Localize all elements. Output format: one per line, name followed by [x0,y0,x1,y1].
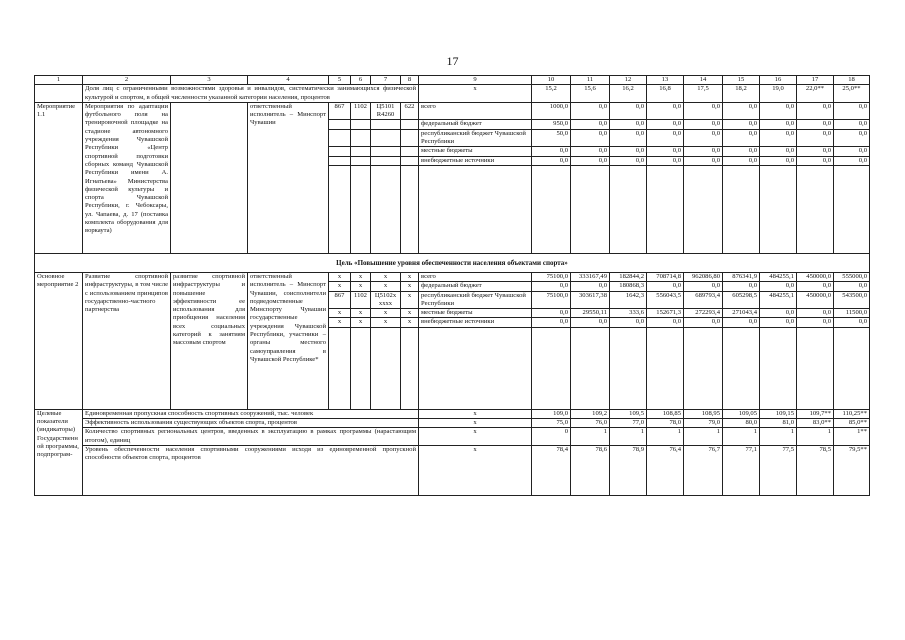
value-cell: 0,0 [760,120,797,129]
code-cell: x [329,309,351,318]
value-cell: 272293,4 [684,309,723,318]
empty-cell [723,165,760,253]
value-cell: 22,0** [797,85,834,103]
empty-cell [329,327,351,409]
column-number: 16 [760,76,797,85]
value-cell: 450000,0 [797,291,834,309]
value-cell: 80,0 [723,419,760,428]
value-cell: 110,25** [834,409,870,418]
value-cell: 0,0 [723,156,760,165]
indicator-label: Количество спортивных региональных центров, введенных в эксплуатацию в рамках программы (нарастающим итогом), единиц [83,428,419,446]
value-cell: 15,6 [571,85,610,103]
value-cell: 109,05 [723,409,760,418]
value-cell: 75100,0 [532,272,571,281]
column-number: 17 [797,76,834,85]
value-cell: 78,6 [571,445,610,495]
code-cell: 867 [329,291,351,309]
value-cell: 0,0 [532,282,571,291]
empty-cell [647,165,684,253]
value-cell: 0,0 [797,318,834,327]
measure-number: Основное мероприятие 2 [35,272,83,409]
code-cell: x [401,291,419,309]
value-cell: 16,2 [610,85,647,103]
column-number: 9 [419,76,532,85]
empty-cell [647,327,684,409]
value-cell: 0,0 [610,129,647,147]
value-cell: 0,0 [760,282,797,291]
measure-1-1-row [35,102,870,120]
empty-cell [684,165,723,253]
empty-cell [834,327,870,409]
indicator-label: Эффективность использования существующих объектов спорта, процентов [83,419,419,428]
funding-source: внебюджетные источники [419,156,532,165]
page-number: 17 [446,54,459,68]
share-indicator-row [35,85,870,103]
code-cell: x [329,318,351,327]
code-cell: x [371,309,401,318]
value-cell: 75,0 [532,419,571,428]
empty-code-cell [371,147,401,156]
value-cell: 0,0 [684,120,723,129]
value-cell: 0,0 [684,156,723,165]
column-number: 12 [610,76,647,85]
value-cell: 1642,3 [610,291,647,309]
empty-cell [35,85,83,103]
value-cell: 0,0 [571,318,610,327]
value-cell: 950,0 [532,120,571,129]
indicator-row [35,445,870,495]
x-mark: x [419,409,532,418]
empty-cell [401,165,419,253]
value-cell: 0,0 [571,129,610,147]
code-cell: x [329,282,351,291]
empty-cell [797,327,834,409]
value-cell: 303617,38 [571,291,610,309]
code-cell: x [351,282,371,291]
code-cell: x [329,272,351,281]
value-cell: 0,0 [797,147,834,156]
value-cell: 0,0 [760,129,797,147]
value-cell: 152671,3 [647,309,684,318]
empty-cell [760,327,797,409]
measure-goal [171,102,248,253]
x-mark: x [419,428,532,446]
empty-cell [351,165,371,253]
funding-source: всего [419,272,532,281]
code-type: 622 [401,102,419,120]
value-cell: 0,0 [571,147,610,156]
x-mark: x [419,419,532,428]
value-cell: 0,0 [610,147,647,156]
empty-cell [571,165,610,253]
code-grbs: 867 [329,102,351,120]
value-cell: 0,0 [647,147,684,156]
value-cell: 1 [684,428,723,446]
measure-executor: ответственный исполнитель – Минспорт Чувашии, соисполнители подведомственные Минспорту Чувашии государственные учреждения Чувашской Республики, участники – органы местного самоуправления в Чувашской Республике* [248,272,329,409]
value-cell: 0,0 [723,147,760,156]
value-cell: 271043,4 [723,309,760,318]
funding-source: федеральный бюджет [419,120,532,129]
column-number-row [35,76,870,85]
goal-title: Цель «Повышение уровня обеспеченности населения объектами спорта» [35,253,870,272]
x-mark: x [419,445,532,495]
value-cell: 19,0 [760,85,797,103]
empty-cell [797,165,834,253]
value-cell: 0,0 [834,318,870,327]
column-number: 4 [248,76,329,85]
column-number: 15 [723,76,760,85]
empty-cell [834,165,870,253]
code-cell: x [401,282,419,291]
value-cell: 76,7 [684,445,723,495]
value-cell: 0,0 [834,282,870,291]
value-cell: 0,0 [834,156,870,165]
value-cell: 85,0** [834,419,870,428]
empty-cell [532,327,571,409]
indicators-label: Целевые показатели (индикаторы) Государственной программы, подпрограм- [35,409,83,495]
column-number: 8 [401,76,419,85]
funding-source: внебюджетные источники [419,318,532,327]
measure-title: Развитие спортивной инфраструктуры, в том числе с использованием принципов государственно-частного партнерства [83,272,171,409]
value-cell: 0,0 [647,156,684,165]
empty-code-cell [329,120,351,129]
value-cell: 0,0 [532,147,571,156]
value-cell: 1 [797,428,834,446]
value-cell: 0,0 [797,102,834,120]
column-number: 10 [532,76,571,85]
value-cell: 15,2 [532,85,571,103]
value-cell: 0,0 [684,102,723,120]
empty-cell [371,327,401,409]
value-cell: 689793,4 [684,291,723,309]
value-cell: 1 [647,428,684,446]
value-cell: 25,0** [834,85,870,103]
value-cell: 1 [610,428,647,446]
code-cell: x [351,318,371,327]
value-cell: 1 [571,428,610,446]
code-cell: x [371,318,401,327]
column-number: 11 [571,76,610,85]
value-cell: 108,85 [647,409,684,418]
value-cell: 0,0 [760,147,797,156]
column-number: 6 [351,76,371,85]
indicator-row [35,409,870,418]
value-cell: 0,0 [723,129,760,147]
value-cell: 18,2 [723,85,760,103]
value-cell: 333167,49 [571,272,610,281]
value-cell: 0,0 [797,156,834,165]
empty-cell [760,165,797,253]
value-cell: 76,0 [571,419,610,428]
value-cell: 109,7** [797,409,834,418]
value-cell: 79,0 [684,419,723,428]
value-cell: 0,0 [610,156,647,165]
code-cell: x [351,309,371,318]
measure-2-row [35,272,870,281]
budget-table [34,75,870,496]
value-cell: 78,4 [532,445,571,495]
funding-source: федеральный бюджет [419,282,532,291]
empty-cell [610,327,647,409]
value-cell: 16,8 [647,85,684,103]
value-cell: 0,0 [610,120,647,129]
value-cell: 109,0 [532,409,571,418]
value-cell: 0,0 [571,156,610,165]
value-cell: 962086,80 [684,272,723,281]
value-cell: 333,6 [610,309,647,318]
value-cell: 484255,1 [760,291,797,309]
value-cell: 76,4 [647,445,684,495]
column-number: 5 [329,76,351,85]
empty-cell [419,165,532,253]
value-cell: 0,0 [723,282,760,291]
value-cell: 0,0 [647,102,684,120]
empty-cell [610,165,647,253]
empty-code-cell [329,147,351,156]
value-cell: 81,0 [760,419,797,428]
empty-cell [723,327,760,409]
value-cell: 0,0 [684,129,723,147]
goal-row [35,253,870,272]
empty-cell [351,327,371,409]
column-number: 2 [83,76,171,85]
value-cell: 0,0 [723,120,760,129]
measure-number: Мероприятие 1.1 [35,102,83,253]
value-cell: 78,9 [610,445,647,495]
code-cell: x [401,309,419,318]
value-cell: 0,0 [834,147,870,156]
funding-source: республиканский бюджет Чувашской Республики [419,291,532,309]
value-cell: 0,0 [834,120,870,129]
funding-source: местные бюджеты [419,309,532,318]
value-cell: 77,1 [723,445,760,495]
empty-code-cell [351,156,371,165]
empty-code-cell [329,129,351,147]
empty-cell [684,327,723,409]
empty-code-cell [401,156,419,165]
indicator-row [35,419,870,428]
column-number: 14 [684,76,723,85]
value-cell: 1** [834,428,870,446]
value-cell: 0,0 [610,102,647,120]
value-cell: 0,0 [647,318,684,327]
column-number: 13 [647,76,684,85]
value-cell: 79,5** [834,445,870,495]
value-cell: 0,0 [571,282,610,291]
value-cell: 0,0 [797,120,834,129]
column-number: 3 [171,76,248,85]
value-cell: 555000,0 [834,272,870,281]
empty-code-cell [371,156,401,165]
value-cell: 0,0 [797,282,834,291]
value-cell: 450000,0 [797,272,834,281]
measure-goal: развитие спортивной инфраструктуры и повышение эффективности ее использования для приобщения населения всех социальных категорий к занятиям массовым спортом [171,272,248,409]
value-cell: 0,0 [723,318,760,327]
indicator-row [35,428,870,446]
value-cell: 0,0 [532,318,571,327]
code-cell: x [401,318,419,327]
column-number: 7 [371,76,401,85]
value-cell: 180868,3 [610,282,647,291]
measure-executor: ответственный исполнитель – Минспорт Чувашии [248,102,329,253]
value-cell: 0,0 [532,156,571,165]
value-cell: 0,0 [684,282,723,291]
value-cell: 109,5 [610,409,647,418]
empty-code-cell [329,156,351,165]
indicator-label: Уровень обеспеченности населения спортивными сооружениями исходя из единовременной пропускной способности объектов спорта, процентов [83,445,419,495]
value-cell: 1 [723,428,760,446]
empty-cell [371,165,401,253]
x-mark: x [419,85,532,103]
funding-source: местные бюджеты [419,147,532,156]
code-cell: x [371,282,401,291]
empty-code-cell [351,120,371,129]
column-number: 1 [35,76,83,85]
value-cell: 78,5 [797,445,834,495]
value-cell: 0,0 [797,129,834,147]
value-cell: 77,0 [610,419,647,428]
value-cell: 29550,11 [571,309,610,318]
empty-cell [401,327,419,409]
value-cell: 83,0** [797,419,834,428]
value-cell: 1 [760,428,797,446]
value-cell: 0,0 [834,102,870,120]
funding-source: республиканский бюджет Чувашской Республики [419,129,532,147]
value-cell: 0,0 [571,102,610,120]
code-cell: x [351,272,371,281]
value-cell: 0,0 [723,102,760,120]
value-cell: 0,0 [760,102,797,120]
value-cell: 0,0 [684,318,723,327]
value-cell: 0,0 [610,318,647,327]
column-number: 18 [834,76,870,85]
value-cell: 50,0 [532,129,571,147]
value-cell: 0,0 [532,309,571,318]
value-cell: 77,5 [760,445,797,495]
empty-code-cell [351,129,371,147]
value-cell: 108,95 [684,409,723,418]
value-cell: 0,0 [760,156,797,165]
code-target: Ц5101 R4260 [371,102,401,120]
funding-source: всего [419,102,532,120]
value-cell: 0,0 [647,120,684,129]
value-cell: 0,0 [797,309,834,318]
value-cell: 0,0 [647,129,684,147]
value-cell: 605298,5 [723,291,760,309]
empty-cell [571,327,610,409]
empty-code-cell [371,129,401,147]
value-cell: 182844,2 [610,272,647,281]
code-cell: x [371,272,401,281]
code-cell: 1102 [351,291,371,309]
empty-code-cell [351,147,371,156]
value-cell: 75100,0 [532,291,571,309]
value-cell: 1000,0 [532,102,571,120]
value-cell: 556043,5 [647,291,684,309]
value-cell: 543500,0 [834,291,870,309]
value-cell: 876341,9 [723,272,760,281]
empty-code-cell [371,120,401,129]
value-cell: 0,0 [571,120,610,129]
value-cell: 0 [532,428,571,446]
value-cell: 0,0 [834,129,870,147]
value-cell: 109,15 [760,409,797,418]
indicator-label: Доля лиц с ограниченными возможностями здоровья и инвалидов, систематически занимающихся физической культурой и спортом, в общей численности указанной категории населения, процентов [83,85,419,103]
code-section: 1102 [351,102,371,120]
value-cell: 0,0 [647,282,684,291]
value-cell: 78,0 [647,419,684,428]
code-cell: Ц5102x xxxx [371,291,401,309]
value-cell: 708714,8 [647,272,684,281]
empty-cell [532,165,571,253]
value-cell: 484255,1 [760,272,797,281]
value-cell: 11500,0 [834,309,870,318]
value-cell: 109,2 [571,409,610,418]
value-cell: 0,0 [760,318,797,327]
empty-code-cell [401,120,419,129]
empty-cell [419,327,532,409]
empty-cell [329,165,351,253]
code-cell: x [401,272,419,281]
value-cell: 0,0 [760,309,797,318]
value-cell: 0,0 [684,147,723,156]
value-cell: 17,5 [684,85,723,103]
indicator-label: Единовременная пропускная способность спортивных сооружений, тыс. человек [83,409,419,418]
measure-title: Мероприятия по адаптации футбольного поля на тренировочной площадке на стадионе автономного учреждения Чувашской Республики «Центр спортивной подготовки сборных команд Чувашской Республики имени А. Игнатьева» Министерства физической культуры и спорта Чувашской Республики, г. Чебоксары, ул. Чапаева, д. 17 (поставка комплекта оборудования для воркаута) [83,102,171,253]
empty-code-cell [401,129,419,147]
empty-code-cell [401,147,419,156]
